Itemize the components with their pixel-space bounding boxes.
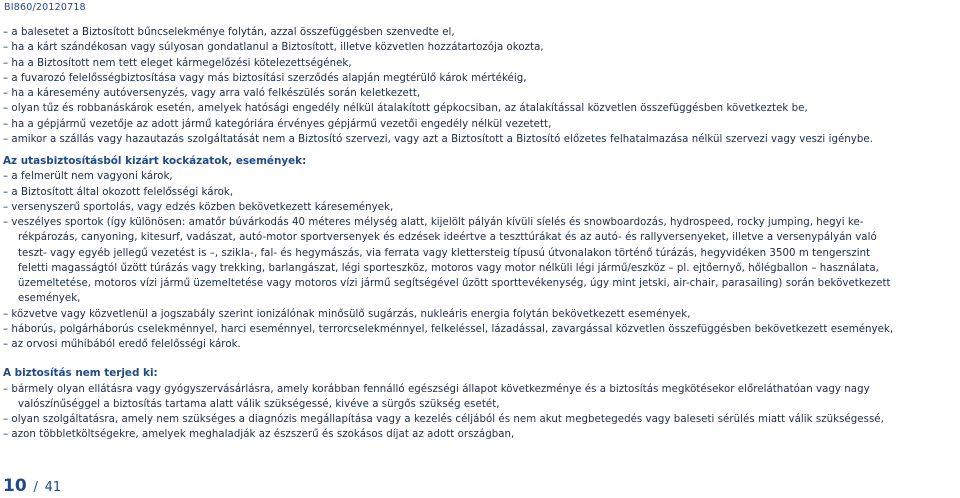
list-item: – olyan szolgáltatásra, amely nem szükséges a diagnózis megállapítása vagy a kezelés céljából és nem akut megbetegedés vagy baleseti sérülés miatt válik szükségessé, (3, 414, 884, 425)
list-item: – amikor a szállás vagy hazautazás szolgáltatását nem a Biztosító szervezi, vagy azt a Biztosított a Biztosító előzetes felhatalmazása nélkül szervezi vagy veszi igénybe. (3, 133, 873, 145)
list-item: – ha a gépjármű vezetője az adott jármű kategóriára érvényes gépjármű vezetői engedély nélkül vezetett, (3, 118, 552, 130)
document-code: BI860/20120718 (4, 2, 86, 13)
section-heading: Az utasbiztosításból kizárt kockázatok, események: (3, 155, 307, 167)
list-item-continuation: események, (18, 293, 81, 305)
list-item: – bármely olyan ellátásra vagy gyógyszervásárlásra, amely korábban fennálló egészségi állapot következménye és a biztosítás megkötésekor előreláthatóan vagy nagy (3, 383, 870, 395)
list-item: – a fuvarozó felelősségbiztosítása vagy más biztosítási szerződés alapján megtérülő károk mértékéig, (3, 72, 527, 84)
page-number (3, 476, 61, 496)
list-item: – olyan tűz és robbanáskárok esetén, amelyek hatósági engedély nélkül átalakított gépkocsiban, az átalakítással közvetlen összefüggésben következtek be, (3, 103, 808, 115)
list-item: – ha a kárt szándékosan vagy súlyosan gondatlanul a Biztosított, illetve közvetlen hozzátartozója okozta, (3, 42, 544, 54)
total-pages: 41 (44, 480, 62, 495)
list-item: – a felmerült nem vagyoni károk, (3, 171, 173, 183)
excluded-risks-section (3, 154, 958, 352)
list-item: – versenyszerű sportolás, vagy edzés közben bekövetkezett káresemények, (3, 201, 394, 213)
current-page: 10 (3, 476, 27, 496)
list-item-continuation: valószínűséggel a biztosítás tartama alatt válik szükségessé, kivéve a sürgős szükség esetét, (18, 398, 500, 410)
list-item-continuation: feletti magasságtól űzött túrázás vagy trekking, barlangászat, légi sporteszköz, motoros vagy motor nélküli légi jármű/eszköz – pl. ejtőernyő, hőlégballon – használata, (18, 262, 879, 274)
page-separator: / (33, 480, 38, 495)
list-item: – közvetve vagy közvetlenül a jogszabály szerint ionizálónak minősülő sugárzás, nukleáris energia folytán bekövetkezett események, (3, 308, 691, 320)
not-covered-section (3, 366, 958, 442)
list-item: – az orvosi műhibából eredő felelősségi károk. (3, 339, 241, 350)
list-item: – ha a káresemény autóversenyzés, vagy arra való felkészülés során keletkezett, (3, 88, 421, 99)
list-item: – háborús, polgárháborús cselekménnyel, harci eseménnyel, terrorcselekménnyel, felkeléssel, lázadással, zavargással közvetlen összefüggésben bekövetkezett események, (3, 323, 894, 335)
list-item: – ha a Biztosított nem tett eleget kármegelőzési kötelezettségének, (3, 57, 352, 69)
exclusion-list (3, 25, 958, 147)
list-item-continuation: rékpározás, canyoning, kitesurf, vadászat, autó-motor sportversenyek és edzések ideértve a teszttúrákat és az autó- és rallyversenyeket, illetve a versenypályán való (18, 232, 877, 244)
list-item-continuation: teszt- vagy egyéb jellegű vezetést is –, szikla-, fal- és hegymászás, via ferrata vagy klettersteig típusú útvonalakon történő túrázás, hegyvidéken 3500 m tengerszint (18, 247, 871, 259)
list-item: – veszélyes sportok (így különösen: amatőr búvárkodás 40 méteres mélység alatt, kijelölt pályán kívüli síelés és snowboardozás, hydrospeed, rocky jumping, hegyi ke- (3, 217, 864, 228)
list-item: – azon többletköltségekre, amelyek meghaladják az észszerű és szokásos díjat az adott országban, (3, 429, 515, 441)
list-item: – a Biztosított által okozott felelősségi károk, (3, 186, 234, 198)
section-heading: A biztosítás nem terjed ki: (3, 367, 158, 380)
list-item: – a balesetet a Biztosított bűncselekménye folytán, azzal összefüggésben szenvedte el, (3, 27, 455, 38)
list-item-continuation: üzemeltetése, motoros vízi jármű üzemeltetése vagy motoros vízi jármű segítségével űzött sporttevékenység, úgy mint jetski, air-chair, parasailing) során bekövetkezett (18, 278, 891, 289)
document-body (3, 25, 958, 443)
